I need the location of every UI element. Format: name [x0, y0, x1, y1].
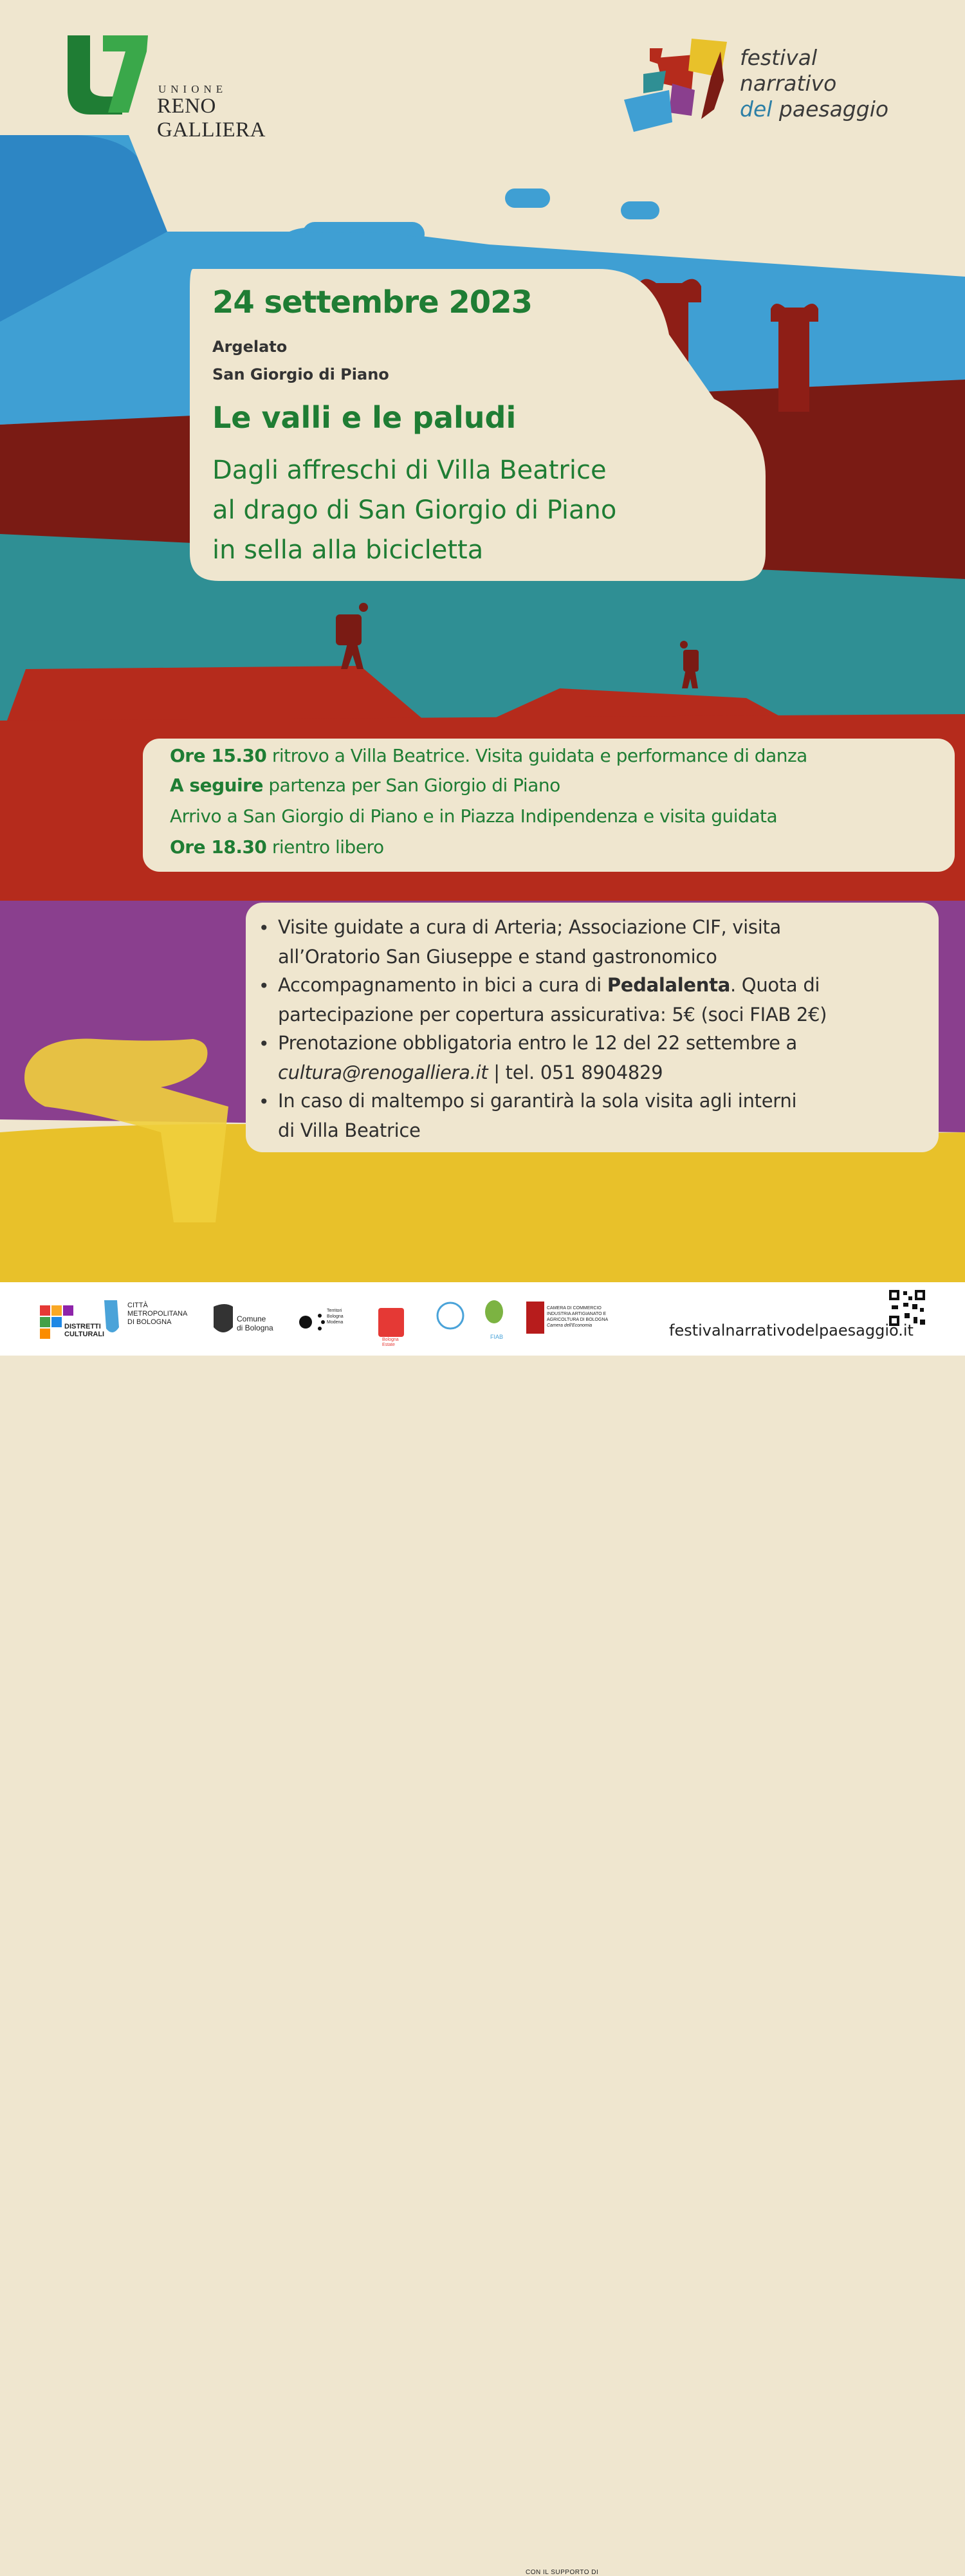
- bike-circle-icon: [437, 1303, 463, 1329]
- camera-commercio-icon: [526, 1302, 544, 1334]
- festival-line3a: del: [740, 97, 773, 122]
- info-line: cultura@renogalliera.it | tel. 051 8904829: [278, 1062, 663, 1083]
- schedule-item: Ore 18.30 rientro libero: [170, 836, 384, 858]
- event-location-2: San Giorgio di Piano: [212, 365, 389, 383]
- camera-commercio-logo: CAMERA DI COMMERCIO INDUSTRIA ARTIGIANATO E AGRICOLTURA DI BOLOGNA Camera dell'Economia: [547, 1306, 609, 1328]
- info-card: [246, 903, 939, 1152]
- festival-logo-text: [740, 45, 907, 122]
- comune-bologna-logo: Comune di Bologna: [237, 1314, 273, 1332]
- info-line: partecipazione per copertura assicurativa: 5€ (soci FIAB 2€): [278, 1004, 827, 1026]
- support-label: CON IL SUPPORTO DI: [526, 2569, 599, 2576]
- bologna-estate-logo: Bologna Estate: [382, 1338, 399, 1347]
- territori-icon: [299, 1316, 312, 1329]
- citta-metropolitana-logo: CITTÀ METROPOLITANA DI BOLOGNA: [127, 1302, 188, 1326]
- event-location-1: Argelato: [212, 338, 288, 356]
- festival-line2: narrativo: [740, 71, 837, 96]
- comune-bologna-icon: [214, 1304, 233, 1332]
- union-logo-big: RENO GALLIERA: [157, 95, 266, 142]
- info-line: Accompagnamento in bici a cura di Pedalalenta. Quota di: [278, 974, 820, 996]
- fiab-icon: [485, 1300, 503, 1323]
- info-line: di Villa Beatrice: [278, 1119, 421, 1141]
- bullet: •: [259, 1033, 270, 1054]
- info-line: Visite guidate a cura di Arteria; Associazione CIF, visita: [278, 916, 782, 938]
- festival-line3b: paesaggio: [778, 97, 889, 122]
- bullet: •: [259, 1091, 270, 1112]
- schedule-item: Arrivo a San Giorgio di Piano e in Piazza Indipendenza e visita guidata: [170, 805, 778, 827]
- email-link[interactable]: cultura@renogalliera.it: [278, 1062, 488, 1083]
- footer: [0, 1282, 965, 2576]
- info-line: Prenotazione obbligatoria entro le 12 del 22 settembre a: [278, 1032, 797, 1054]
- event-subtitle-1: Dagli affreschi di Villa Beatrice: [212, 455, 607, 485]
- event-title: Le valli e le paludi: [212, 400, 517, 435]
- bologna-estate-icon: [378, 1308, 404, 1337]
- info-line: In caso di maltempo si garantirà la sola visita agli interni: [278, 1090, 797, 1112]
- schedule-item: Ore 15.30 ritrovo a Villa Beatrice. Visita guidata e performance di danza: [170, 745, 807, 766]
- citta-metropolitana-icon: [104, 1300, 119, 1332]
- event-subtitle-2: al drago di San Giorgio di Piano: [212, 495, 617, 525]
- union-logo: [63, 35, 314, 142]
- info-line: all’Oratorio San Giuseppe e stand gastronomico: [278, 946, 717, 968]
- bullet: •: [259, 917, 270, 939]
- bullet: •: [259, 975, 270, 997]
- fiab-logo: FIAB: [490, 1334, 504, 1340]
- event-subtitle-3: in sella alla bicicletta: [212, 535, 484, 565]
- schedule-item: A seguire partenza per San Giorgio di Piano: [170, 775, 560, 796]
- distretti-logo-text: DISTRETTI CULTURALI: [64, 1323, 105, 1338]
- festival-url-link[interactable]: festivalnarrativodelpaesaggio.it: [669, 1321, 914, 1339]
- territori-logo: Territori Bologna Modena: [327, 1309, 344, 1325]
- union-logo-small: UNIONE: [158, 83, 228, 95]
- event-date: 24 settembre 2023: [212, 284, 532, 320]
- festival-line1: festival: [740, 45, 818, 70]
